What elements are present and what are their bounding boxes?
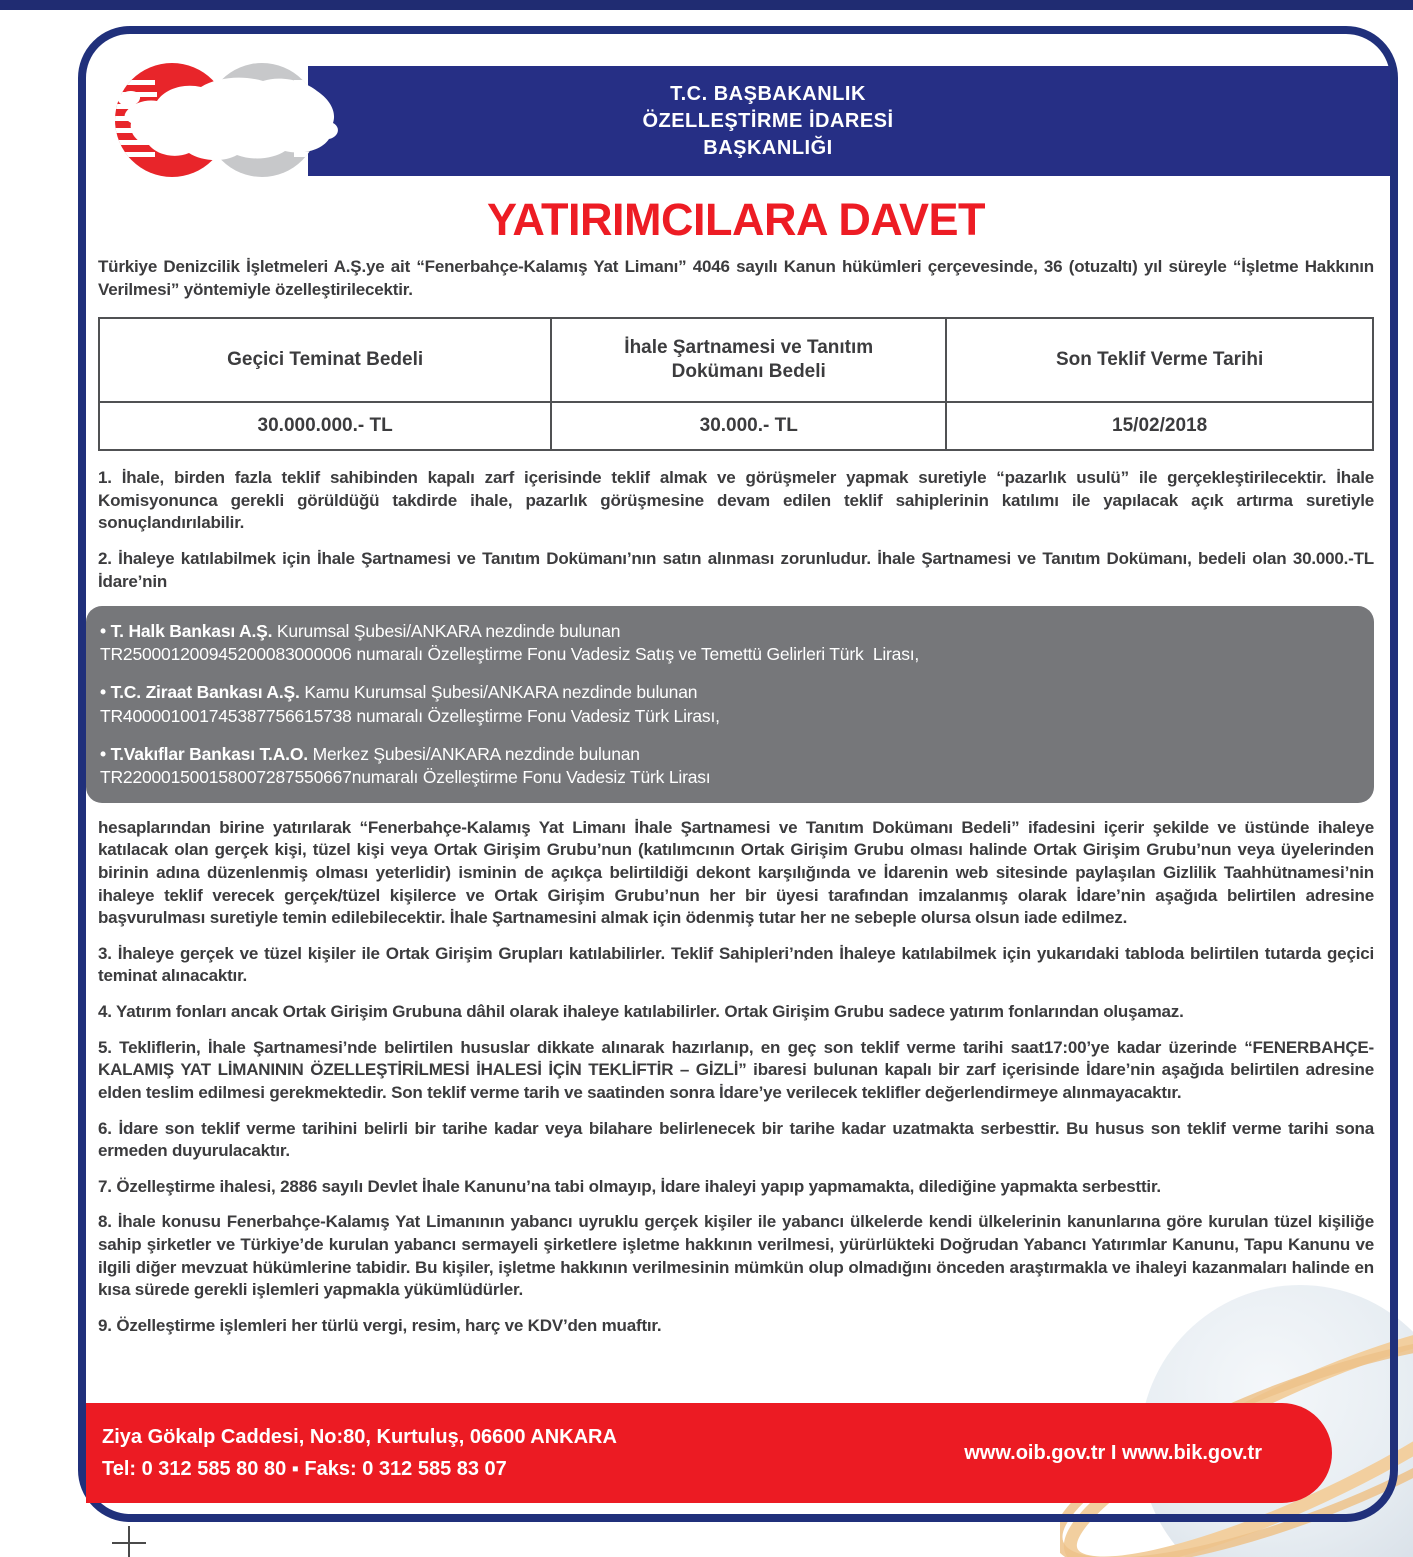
bank-accounts-box (86, 606, 1374, 803)
bank-account-number: TR250001200945200083000006 numaralı Özelleştirme Fonu Vadesiz Satış ve Temettü Gelirleri Türk Lirası, (100, 644, 920, 665)
paragraph-4: 4. Yatırım fonları ancak Ortak Girişim Grubuna dâhil olarak ihaleye katılabilirler. Ortak Girişim Grubu sadece yatırım fonlarından oluşamaz. (98, 1002, 1184, 1022)
header-document-fee: İhale Şartnamesi ve Tanıtım Dokümanı Bedeli (551, 318, 946, 402)
bank-entry-vakifbank (100, 743, 1354, 789)
header-deadline: Son Teklif Verme Tarihi (946, 318, 1373, 402)
footer-contact-block (102, 1421, 617, 1485)
paragraph-1: 1. İhale, birden fazla teklif sahibinden kapalı zarf içerisinde teklif almak ve görüşmeler yapmak suretiyle “pazarlık usulü” ile gerçekleştirilecektir. İhale Komisyonunca gerekli görüldüğü takdirde ihale, pazarlık görüşmesine devam edilen teklif sahiplerinin katılımı ile yapılacak açık artırma suretiyle sonuçlandırılabilir. (98, 468, 1374, 533)
organization-name (308, 81, 1228, 162)
crop-mark-icon (112, 1526, 146, 1557)
bank-name: • T.Vakıflar Bankası T.A.O. (100, 743, 308, 764)
header-deposit: Geçici Teminat Bedeli (99, 318, 551, 402)
bank-name: • T.C. Ziraat Bankası A.Ş. (100, 682, 300, 703)
paragraph-5: 5. Tekliflerin, İhale Şartnamesi’nde belirtilen hususlar dikkate alınarak hazırlanıp, en geç son teklif verme tarihi saat17:00’ye kadar üzerinde “FENERBAHÇE-KALAMIŞ YAT LİMANININ ÖZELLEŞTİRİLMESİ İHALESİ İÇİN TEKLİFTİR – GİZLİ” ibaresi bulunan kapalı bir zarf içerisinde İdare’nin aşağıda belirtilen adresine elden teslim edilmesi gerekmektedir. Son teklif verme tarih ve saatinden sonra İdare’ye verilecek teklifler değerlendirmeye alınmayacaktır. (98, 1037, 1375, 1102)
table-header-row (99, 318, 1373, 402)
bank-branch: Merkez Şubesi/ANKARA nezdinde bulunan (307, 743, 640, 764)
org-line-1: T.C. BAŞBAKANLIK (670, 82, 866, 105)
bank-branch: Kurumsal Şubesi/ANKARA nezdinde bulunan (272, 621, 621, 642)
announcement-document (78, 26, 1398, 1522)
intro-paragraph: Türkiye Denizcilik İşletmeleri A.Ş.ye ait “Fenerbahçe-Kalamış Yat Limanı” 4046 sayılı Kanun hükümleri çerçevesinde, 36 (otuzaltı) yıl süreyle “İşletme Hakkının Verilmesi” yöntemiyle özelleştirilecektir. (98, 257, 1374, 299)
bank-account-number: TR220001500158007287550667numaralı Özelleştirme Fonu Vadesiz Türk Lirası (100, 766, 711, 787)
tender-info-table (98, 317, 1374, 451)
value-deadline: 15/02/2018 (946, 402, 1373, 450)
turkey-map-icon (112, 58, 338, 182)
bank-account-number: TR400001001745387756615738 numaralı Özelleştirme Fonu Vadesiz Türk Lirası, (100, 705, 720, 726)
bank-entry-ziraat (100, 681, 1354, 727)
value-document-fee: 30.000.- TL (551, 402, 946, 450)
paragraph-2-continuation: hesaplarından birine yatırılarak “Fenerbahçe-Kalamış Yat Limanı İhale Şartnamesi ve Tanıtım Dokümanı Bedeli” ifadesini içerir şekilde ve üstünde ihaleye katılacak olan gerçek kişi, tüzel kişi veya Ortak Girişim Grubu’nun (katılımcının Ortak Girişim Grubu olması halinde Ortak Girişim Grubu’nun veya üyelerinden birinin adına düzenlenmiş olması yeterlidir) isminin de açıkça belirtildiği dekont karşılığında ve İdarenin web sitesinde paylaşılan Gizlilik Taahhütnamesi’nin ihaleye teklif verecek gerçek/tüzel kişilerce ve Ortak Girişim Grubu’nun her bir üyesi tarafından imzalanmış olarak İdare’nin aşağıda belirtilen adresine başvurulması suretiyle temin edilebilecektir. İhale Şartnamesini almak için ödenmiş tutar her ne sebeple olursa olsun iade edilmez. (98, 817, 1374, 928)
oib-logo (112, 58, 338, 182)
sealed-envelope-label: “FENERBAHÇE-KALAMIŞ YAT LİMANININ ÖZELLEŞTİRİLMESİ İHALESİ İÇİN TEKLİFTİR – GİZLİ” (98, 1037, 1375, 1080)
paragraph-7: 7. Özelleştirme ihalesi, 2886 sayılı Devlet İhale Kanunu’na tabi olmayıp, İdare ihaleyi yapıp yapmamakta, dilediğine yapmakta serbesttir. (98, 1176, 1161, 1196)
footer-websites: www.oib.gov.tr I www.bik.gov.tr (964, 1441, 1262, 1464)
page-title: YATIRIMCILARA DAVET (486, 194, 985, 245)
footer-bar (86, 1403, 1332, 1503)
paragraph-3: 3. İhaleye gerçek ve tüzel kişiler ile Ortak Girişim Grupları katılabilirler. Teklif Sahipleri’nden İhaleye katılabilmek için yukarıdaki tabloda belirtilen tutarda geçici teminat alınacaktır. (98, 943, 1374, 986)
value-deposit: 30.000.000.- TL (99, 402, 551, 450)
footer-phone-fax: Tel: 0 312 585 80 80 ▪ Faks: 0 312 585 83 07 (102, 1458, 507, 1480)
bank-branch: Kamu Kurumsal Şubesi/ANKARA nezdinde bulunan (299, 682, 698, 703)
bank-entry-halkbank (100, 620, 1354, 666)
top-edge-strip (0, 0, 1413, 10)
org-line-2: ÖZELLEŞTİRME İDARESİ (642, 109, 894, 132)
paragraph-6: 6. İdare son teklif verme tarihini belirli bir tarihe kadar veya bilahare belirlenecek bir tarihe kadar uzatmakta serbesttir. Bu husus son teklif verme tarihi sona ermeden duyurulacaktır. (98, 1118, 1374, 1161)
bank-name: • T. Halk Bankası A.Ş. (100, 621, 273, 642)
paragraph-9: 9. Özelleştirme işlemleri her türlü vergi, resim, harç ve KDV’den muaftır. (98, 1315, 662, 1335)
document-body (98, 186, 1374, 1350)
org-line-3: BAŞKANLIĞI (703, 136, 833, 159)
header-band (308, 66, 1390, 176)
paragraph-8: 8. İhale konusu Fenerbahçe-Kalamış Yat Limanının yabancı uyruklu gerçek kişiler ile yabancı ülkelerde kendi ülkelerinin kanunlarına göre kurulan tüzel kişiliğe sahip şirketler ve Türkiye’de kurulan yabancı sermayeli şirketlere işletme hakkının verilmesi, yürürlükteki Doğrudan Yabancı Yatırımlar Kanunu, Tapu Kanunu ve ilgili diğer mevzuat hükümlerine tabidir. Bu kişiler, işletme hakkının verilmesinin mümkün olup olmadığını önceden araştırmakla ve ihaleyi kazanmaları halinde en kısa sürede gerekli işlemleri yapmakla yükümlüdürler. (98, 1212, 1374, 1300)
table-value-row (99, 402, 1373, 450)
footer-address: Ziya Gökalp Caddesi, No:80, Kurtuluş, 06600 ANKARA (102, 1426, 617, 1448)
paragraph-2: 2. İhaleye katılabilmek için İhale Şartnamesi ve Tanıtım Dokümanı’nın satın alınması zorunludur. İhale Şartnamesi ve Tanıtım Dokümanı, bedeli olan 30.000.-TL İdare’nin (98, 549, 1374, 591)
